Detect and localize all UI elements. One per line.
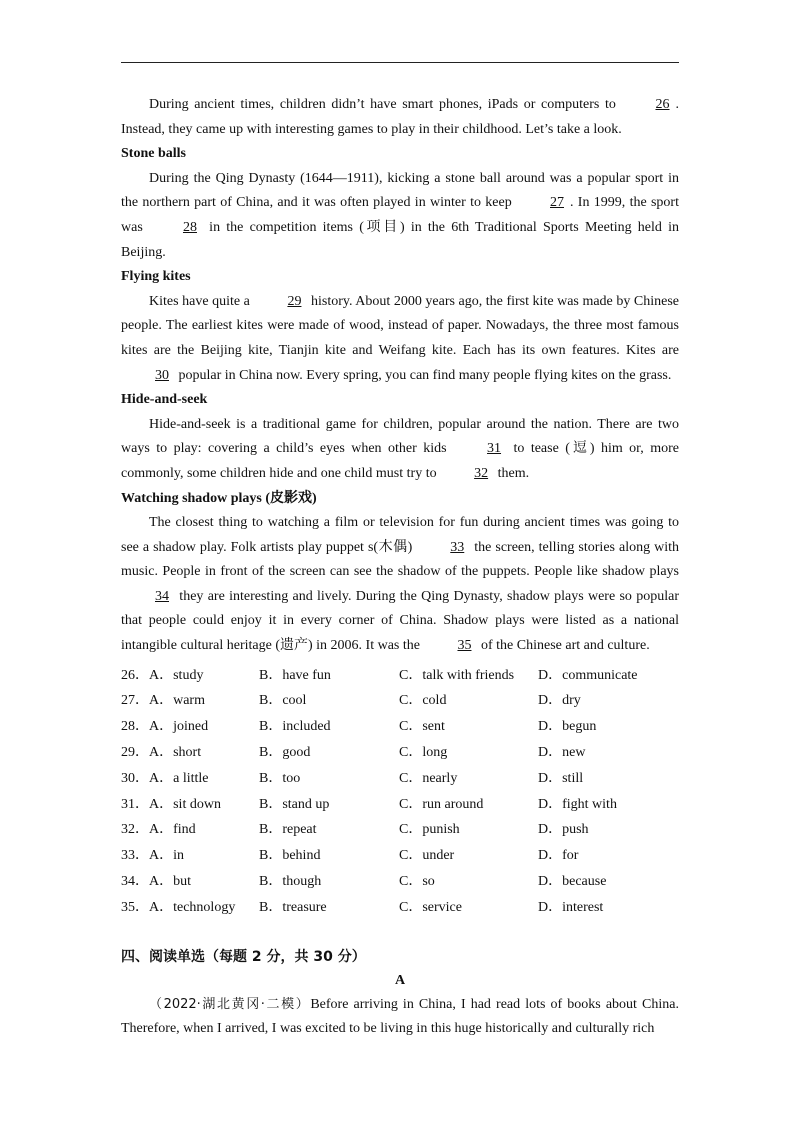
blank-30: 30 — [155, 367, 169, 383]
passage-letter: A — [394, 972, 406, 988]
option-c: C．cold — [399, 693, 447, 709]
option-d: D．new — [538, 744, 586, 760]
option-d: D．interest — [538, 899, 604, 915]
worksheet-page — [121, 93, 679, 1042]
option-d: D．still — [538, 770, 584, 786]
option-row — [121, 893, 678, 919]
blank-28: 28 — [182, 219, 197, 235]
option-row — [121, 712, 678, 738]
option-c: C．service — [399, 899, 462, 915]
flying-kites-paragraph — [121, 290, 679, 388]
option-a: 31．A．sit down — [121, 796, 221, 812]
option-a: 26．A．study — [121, 667, 204, 683]
intro-text: During ancient times, children didn’t have smart phones, iPads or computers to — [149, 97, 622, 112]
option-a: 30．A．a little — [121, 770, 209, 786]
blank-34: 34 — [155, 588, 169, 604]
option-a: 35．A．technology — [121, 899, 236, 915]
option-b: B．stand up — [259, 796, 330, 812]
option-b: B．repeat — [259, 822, 317, 838]
passage-a-paragraph — [121, 993, 679, 1042]
intro-text-end: . Instead, they came up with interesting games to play in their childhood. Let’s take a look. — [121, 97, 679, 137]
shadow-text-3: they are interesting and lively. During the Qing Dynasty, shadow plays were so popular that people could enjoy it in every corner of China. Shadow plays were listed as a national intangible cultural heritage (遗产) in 2006. It was the — [121, 588, 679, 654]
blank-29: 29 — [287, 293, 302, 309]
header-rule — [121, 62, 679, 63]
shadow-text-2: the screen, telling stories along with music. People in front of the screen can see the shadow of the puppets. People like shadow plays — [121, 539, 679, 580]
option-b: B．cool — [259, 693, 307, 709]
hide-and-seek-paragraph — [121, 413, 679, 487]
option-c: C．talk with friends — [399, 667, 515, 683]
blank-27: 27 — [550, 195, 564, 211]
option-c: C．so — [399, 873, 435, 889]
option-d: D．because — [538, 873, 607, 889]
option-c: C．run around — [399, 796, 484, 812]
option-b: B．good — [259, 744, 311, 760]
intro-paragraph — [121, 93, 679, 142]
option-row — [121, 841, 678, 867]
option-a: 32．A．find — [121, 822, 196, 838]
option-d: D．begun — [538, 719, 597, 735]
section-heading-hide-and-seek: Hide-and-seek — [121, 392, 208, 408]
option-row — [121, 661, 678, 687]
passage-text: Before arriving in China, I had read lots of books about China. Therefore, when I arrived, I was excited to be living in this huge historically and culturally rich — [121, 996, 679, 1037]
passage-source: （2022·湖北黄冈·二模） — [149, 996, 311, 1012]
answer-options-table — [121, 661, 678, 919]
option-c: C．nearly — [399, 770, 458, 786]
option-b: B．included — [259, 719, 331, 735]
option-row — [121, 815, 678, 841]
option-b: B．have fun — [259, 667, 331, 683]
option-d: D．fight with — [538, 796, 617, 812]
option-a: 27．A．warm — [121, 693, 205, 709]
option-d: D．push — [538, 822, 589, 838]
stone-text-2: . In 1999, the sport was — [121, 195, 679, 235]
stone-balls-paragraph — [121, 167, 679, 265]
option-a: 29．A．short — [121, 744, 202, 760]
part-four-heading: 四、阅读单选（每题 2 分，共 30 分） — [121, 948, 366, 965]
option-row — [121, 790, 678, 816]
option-d: D．for — [538, 848, 579, 864]
hide-text-1: Hide-and-seek is a traditional game for children, popular around the nation. There are two ways to play: covering a child’s eyes when other kids — [121, 416, 679, 457]
option-a: 34．A．but — [121, 873, 191, 889]
option-a: 33．A．in — [121, 848, 184, 864]
kites-text-1: Kites have quite a — [149, 293, 254, 309]
option-c: C．long — [399, 744, 448, 760]
blank-26: 26 — [655, 97, 670, 112]
kites-text-2: history. About 2000 years ago, the first kite was made by Chinese people. The earliest kites were made of wood, instead of paper. Nowadays, the three most famous kites are the Beijing kite, Tianjin kite and Weifang kite. Each has its own features. Kites are — [121, 293, 679, 358]
blank-32: 32 — [474, 465, 489, 481]
shadow-text-1: The closest thing to watching a film or television for fun during ancient times was going to see a shadow play. Folk artists play puppet s(木偶) — [121, 515, 679, 555]
section-heading-stone-balls: Stone balls — [121, 146, 186, 162]
option-c: C．punish — [399, 822, 460, 838]
option-b: B．behind — [259, 848, 321, 864]
hide-text-3: them. — [494, 465, 530, 481]
shadow-plays-paragraph — [121, 511, 679, 659]
option-row — [121, 738, 678, 764]
stone-text-1: During the Qing Dynasty (1644—1911), kicking a stone ball around was a popular sport in the northern part of China, and it was often played in winter to keep — [121, 170, 679, 211]
blank-35: 35 — [457, 638, 472, 654]
stone-text-3: in the competition items (项目) in the 6th Traditional Sports Meeting held in Beijing. — [121, 219, 680, 260]
blank-33: 33 — [450, 539, 465, 555]
hide-text-2: to tease (逗) him or, more commonly, some children hide and one child must try to — [121, 441, 680, 481]
blank-31: 31 — [487, 441, 502, 457]
option-d: D．dry — [538, 693, 581, 709]
option-row — [121, 686, 678, 712]
option-d: D．communicate — [538, 667, 638, 683]
option-a: 28．A．joined — [121, 719, 209, 735]
option-c: C．sent — [399, 719, 445, 735]
option-c: C．under — [399, 848, 455, 864]
shadow-text-4: of the Chinese art and culture. — [477, 638, 650, 654]
option-b: B．though — [259, 873, 322, 889]
option-b: B．too — [259, 770, 301, 786]
kites-text-3: popular in China now. Every spring, you can find many people flying kites on the grass. — [175, 367, 672, 383]
option-row — [121, 867, 678, 893]
option-row — [121, 764, 678, 790]
section-heading-shadow-plays: Watching shadow plays (皮影戏) — [121, 490, 317, 506]
section-heading-flying-kites: Flying kites — [121, 269, 191, 285]
option-b: B．treasure — [259, 899, 327, 915]
